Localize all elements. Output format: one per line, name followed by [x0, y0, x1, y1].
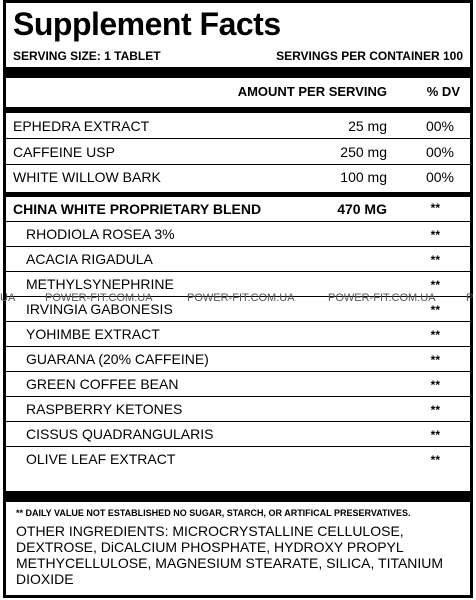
ingredient-dv: 00% [425, 118, 454, 134]
servings-per-container: SERVINGS PER CONTAINER 100 [276, 49, 463, 63]
blend-item-row [6, 397, 470, 422]
watermark-text: POWER-FIT.COM.UA [328, 292, 436, 304]
watermark [0, 292, 476, 306]
blend-dv: ** [430, 201, 440, 215]
watermark-text: POWER-FIT.COM.UA [187, 292, 295, 304]
blend-item-dv: ** [430, 228, 440, 242]
ingredient-row [6, 114, 470, 139]
blend-item-name: OLIVE LEAF EXTRACT [26, 451, 176, 467]
blend-item-row [6, 322, 470, 347]
blend-item-dv: ** [430, 378, 440, 392]
divider-thick [6, 67, 470, 78]
serving-info [13, 47, 463, 65]
blend-item-name: METHYLSYNEPHRINE [26, 276, 174, 292]
watermark-text: P [466, 292, 474, 304]
blend-item-dv: ** [430, 453, 440, 467]
ingredient-name: CAFFEINE USP [13, 144, 115, 160]
blend-item-row [6, 222, 470, 247]
blend-item-dv: ** [430, 353, 440, 367]
blend-item-row [6, 347, 470, 372]
blend-amount: 470 MG [337, 201, 387, 217]
blend-row [6, 197, 470, 222]
serving-size: SERVING SIZE: 1 TABLET [13, 49, 161, 63]
panel-title: Supplement Facts [13, 6, 281, 42]
blend-item-name: RHODIOLA ROSEA 3% [26, 226, 175, 242]
ingredient-amount: 25 mg [348, 118, 387, 134]
ingredient-dv: 00% [425, 144, 454, 160]
ingredient-amount: 250 mg [340, 144, 387, 160]
blend-item-dv: ** [430, 303, 440, 317]
blend-item-row [6, 372, 470, 397]
watermark-text: UA [0, 292, 16, 304]
blend-item-row [6, 422, 470, 447]
ingredient-row [6, 140, 470, 165]
blend-item-name: CISSUS QUADRANGULARIS [26, 426, 214, 442]
ingredient-name: WHITE WILLOW BARK [13, 169, 161, 185]
blend-name: CHINA WHITE PROPRIETARY BLEND [13, 201, 262, 217]
blend-item-dv: ** [430, 278, 440, 292]
column-header [6, 79, 470, 105]
divider-thick [6, 491, 470, 502]
blend-item-name: GUARANA (20% CAFFEINE) [26, 351, 209, 367]
blend-item-dv: ** [430, 253, 440, 267]
ingredient-row [6, 165, 470, 190]
blend-item-name: RASPBERRY KETONES [26, 401, 183, 417]
blend-item-row [6, 247, 470, 272]
other-ingredients: OTHER INGREDIENTS: MICROCRYSTALLINE CELLULOSE, DEXTROSE, DiCALCIUM PHOSPHATE, HYDROXY PROPYL METHYCELLULOSE, MAGNESIUM STEARATE, SILICA, TITANIUM DIOXIDE [16, 523, 444, 587]
daily-value-header: % DV [426, 84, 460, 99]
ingredient-dv: 00% [425, 169, 454, 185]
amount-per-serving-header: AMOUNT PER SERVING [237, 84, 387, 99]
blend-item-dv: ** [430, 403, 440, 417]
divider-medium [6, 107, 470, 113]
blend-item-name: GREEN COFFEE BEAN [26, 376, 179, 392]
ingredient-name: EPHEDRA EXTRACT [13, 118, 150, 134]
blend-item-dv: ** [430, 328, 440, 342]
blend-item-name: IRVINGIA GABONESIS [26, 301, 173, 317]
ingredient-amount: 100 mg [340, 169, 387, 185]
blend-item-dv: ** [430, 428, 440, 442]
blend-item-name: ACACIA RIGADULA [26, 251, 153, 267]
blend-item-row [6, 447, 470, 472]
blend-item-name: YOHIMBE EXTRACT [26, 326, 160, 342]
watermark-text: POWER-FIT.COM.UA [45, 292, 153, 304]
daily-value-footnote: ** DAILY VALUE NOT ESTABLISHED NO SUGAR, STARCH, OR ARTIFICAL PRESERVATIVES. [16, 508, 411, 518]
